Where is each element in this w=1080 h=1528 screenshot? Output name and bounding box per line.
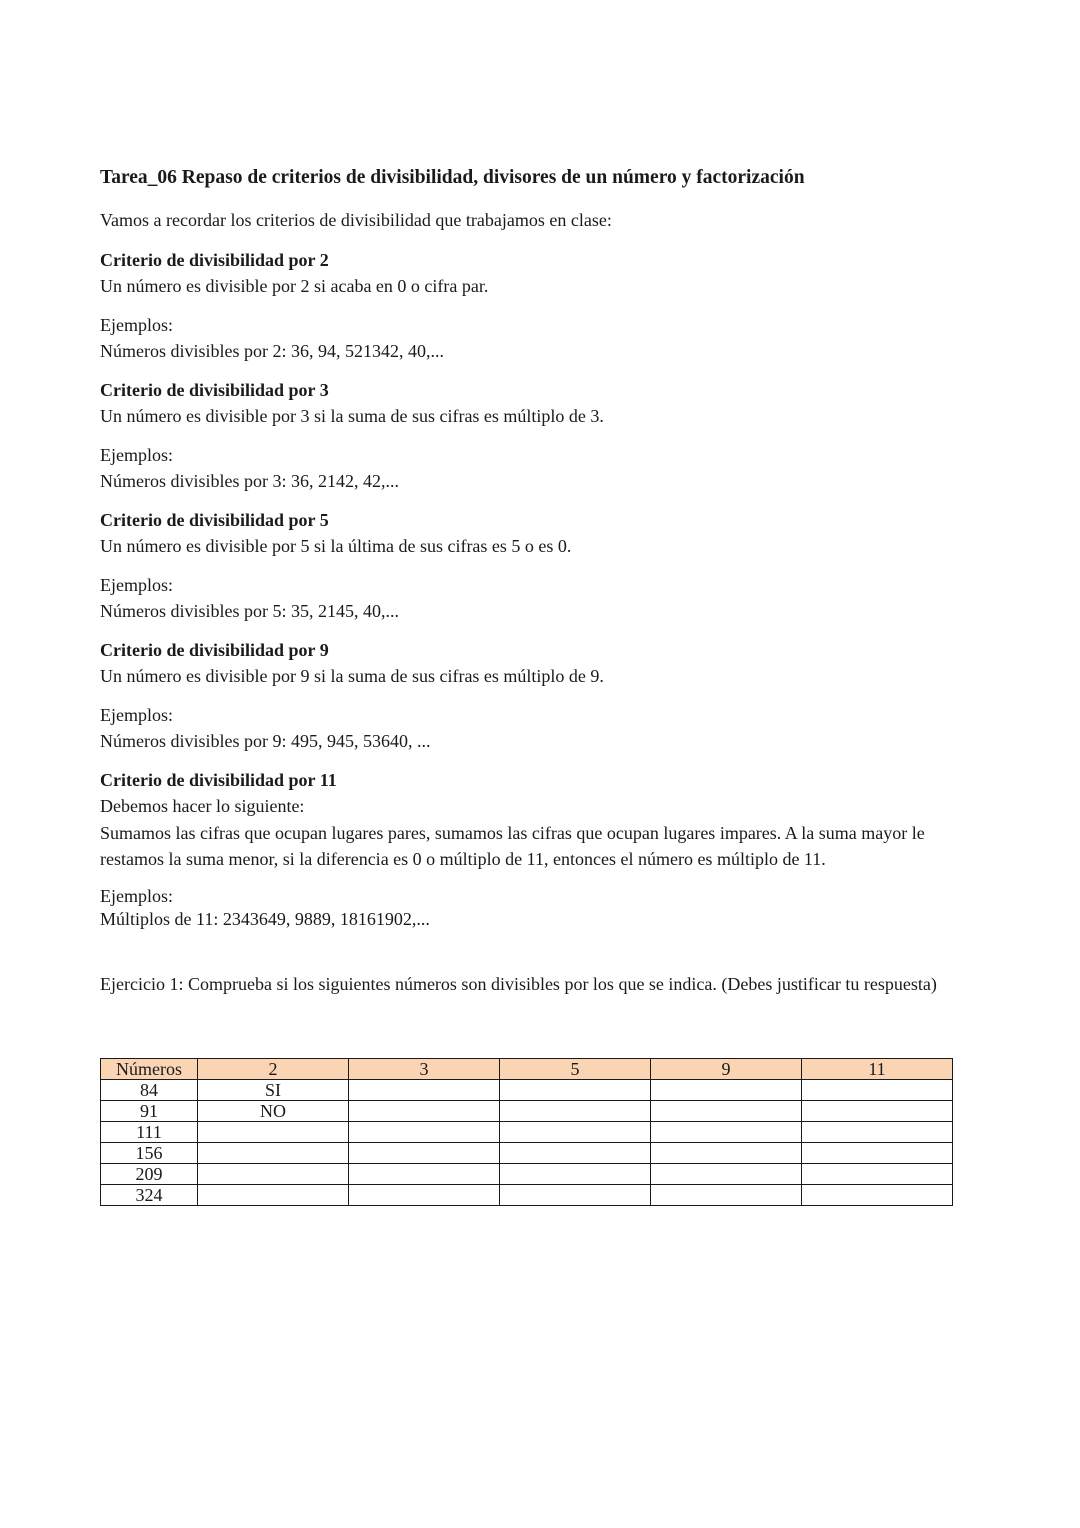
answer-cell[interactable]	[198, 1164, 349, 1185]
answer-cell[interactable]	[802, 1122, 953, 1143]
table-row	[101, 1101, 953, 1122]
answer-cell[interactable]	[500, 1101, 651, 1122]
answer-cell[interactable]	[500, 1143, 651, 1164]
exercise-prompt: Ejercicio 1: Comprueba si los siguientes números son divisibles por los que se indica. (Debes justificar tu respuesta)	[100, 973, 937, 994]
examples-2	[100, 312, 980, 365]
answer-cell[interactable]	[349, 1122, 500, 1143]
answer-cell[interactable]	[651, 1122, 802, 1143]
document-body	[100, 164, 980, 995]
answer-cell[interactable]	[802, 1080, 953, 1101]
examples-label: Ejemplos:	[100, 704, 173, 725]
answer-cell[interactable]	[349, 1080, 500, 1101]
criterion-3	[100, 377, 980, 430]
document-title: Tarea_06 Repaso de criterios de divisibilidad, divisores de un número y factorización	[100, 167, 805, 188]
criterion-text: Sumamos las cifras que ocupan lugares pares, sumamos las cifras que ocupan lugares impares. A la suma mayor le restamos la suma menor, si la diferencia es 0 o múltiplo de 11, entonces el número es múltiplo de 11.	[100, 822, 925, 869]
header-cell-divisor-11: 11	[802, 1059, 953, 1080]
criterion-heading: Criterio de divisibilidad por 11	[100, 769, 337, 790]
answer-cell[interactable]	[651, 1080, 802, 1101]
examples-text: Números divisibles por 2: 36, 94, 521342, 40,...	[100, 341, 444, 361]
criterion-9	[100, 637, 980, 690]
table-row	[101, 1122, 953, 1143]
answer-cell[interactable]	[802, 1185, 953, 1206]
criterion-text: Un número es divisible por 9 si la suma de sus cifras es múltiplo de 9.	[100, 666, 604, 686]
answer-cell[interactable]	[500, 1080, 651, 1101]
answer-cell[interactable]	[500, 1164, 651, 1185]
criterion-text: Un número es divisible por 5 si la última de sus cifras es 5 o es 0.	[100, 536, 572, 556]
answer-cell[interactable]	[198, 1143, 349, 1164]
number-cell: 156	[101, 1143, 198, 1164]
examples-text: Números divisibles por 3: 36, 2142, 42,...	[100, 471, 399, 491]
answer-cell[interactable]	[349, 1101, 500, 1122]
criterion-11	[100, 767, 980, 873]
answer-cell[interactable]	[651, 1143, 802, 1164]
answer-cell[interactable]	[500, 1185, 651, 1206]
examples-label: Ejemplos:	[100, 314, 173, 335]
answer-cell[interactable]	[802, 1143, 953, 1164]
criterion-text: Un número es divisible por 2 si acaba en 0 o cifra par.	[100, 276, 489, 296]
header-cell-divisor-9: 9	[651, 1059, 802, 1080]
answer-cell[interactable]	[198, 1122, 349, 1143]
answer-cell[interactable]	[802, 1101, 953, 1122]
intro-text: Vamos a recordar los criterios de divisibilidad que trabajamos en clase:	[100, 210, 612, 230]
criterion-heading: Criterio de divisibilidad por 5	[100, 509, 329, 530]
criterion-intro: Debemos hacer lo siguiente:	[100, 796, 305, 816]
criterion-2	[100, 247, 980, 300]
answer-cell[interactable]	[500, 1122, 651, 1143]
criterion-text: Un número es divisible por 3 si la suma de sus cifras es múltiplo de 3.	[100, 406, 604, 426]
header-cell-divisor-2: 2	[198, 1059, 349, 1080]
examples-3	[100, 442, 980, 495]
number-cell: 209	[101, 1164, 198, 1185]
table-header-row	[101, 1059, 953, 1080]
header-cell-divisor-3: 3	[349, 1059, 500, 1080]
table-row	[101, 1164, 953, 1185]
answer-cell[interactable]: NO	[198, 1101, 349, 1122]
examples-9	[100, 702, 980, 755]
examples-label: Ejemplos:	[100, 885, 173, 906]
examples-text: Múltiplos de 11: 2343649, 9889, 18161902,...	[100, 908, 430, 929]
answer-cell[interactable]	[802, 1164, 953, 1185]
table-row	[101, 1080, 953, 1101]
examples-5	[100, 572, 980, 625]
answer-cell[interactable]	[349, 1143, 500, 1164]
table-row	[101, 1185, 953, 1206]
header-cell-divisor-5: 5	[500, 1059, 651, 1080]
answer-cell[interactable]	[651, 1164, 802, 1185]
criterion-heading: Criterio de divisibilidad por 9	[100, 639, 329, 660]
answer-cell[interactable]	[651, 1185, 802, 1206]
examples-label: Ejemplos:	[100, 574, 173, 595]
answer-cell[interactable]	[349, 1164, 500, 1185]
examples-label: Ejemplos:	[100, 444, 173, 465]
answer-cell[interactable]: SI	[198, 1080, 349, 1101]
number-cell: 324	[101, 1185, 198, 1206]
criterion-heading: Criterio de divisibilidad por 3	[100, 379, 329, 400]
answer-cell[interactable]	[198, 1185, 349, 1206]
number-cell: 111	[101, 1122, 198, 1143]
criterion-5	[100, 507, 980, 560]
criterion-heading: Criterio de divisibilidad por 2	[100, 249, 329, 270]
divisibility-table	[100, 1058, 953, 1206]
answer-cell[interactable]	[349, 1185, 500, 1206]
header-cell-numbers: Números	[101, 1059, 198, 1080]
number-cell: 91	[101, 1101, 198, 1122]
number-cell: 84	[101, 1080, 198, 1101]
answer-cell[interactable]	[651, 1101, 802, 1122]
examples-text: Números divisibles por 5: 35, 2145, 40,...	[100, 601, 399, 621]
table-row	[101, 1143, 953, 1164]
examples-11	[100, 885, 980, 931]
examples-text: Números divisibles por 9: 495, 945, 53640, ...	[100, 731, 431, 751]
